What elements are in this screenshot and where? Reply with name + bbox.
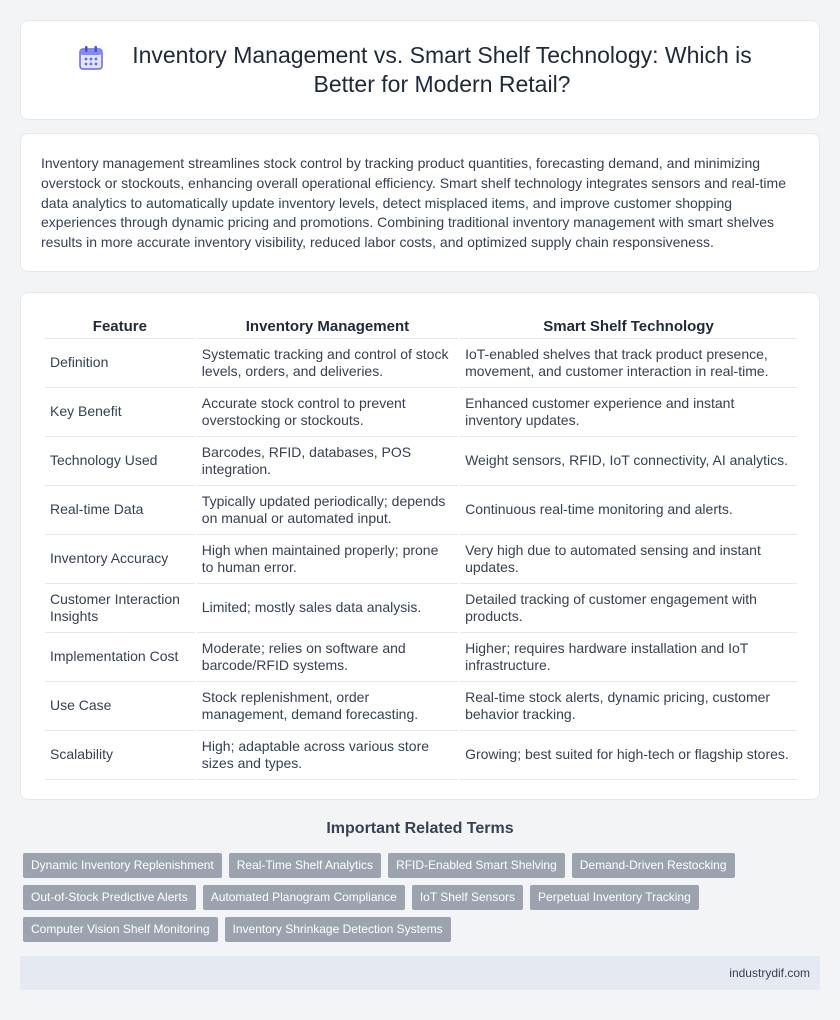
related-term-tag[interactable]: Perpetual Inventory Tracking (530, 885, 699, 910)
feature-cell: Use Case (45, 682, 195, 731)
feature-cell: Real-time Data (45, 486, 195, 535)
header-inventory-management: Inventory Management (197, 315, 458, 339)
table-row (45, 731, 797, 780)
related-term-tag[interactable]: Dynamic Inventory Replenishment (23, 853, 222, 878)
smart-shelf-cell: Continuous real-time monitoring and alerts. (460, 486, 797, 535)
table-row (45, 682, 797, 731)
intro-paragraph: Inventory management streamlines stock control by tracking product quantities, forecasting demand, and minimizing overstock or stockouts, enhancing overall operational efficiency. Smart shelf technology integrates sensors and real-time data analytics to automatically update inventory levels, detect misplaced items, and improve customer shopping experiences through dynamic pricing and promotions. Combining traditional inventory management with smart shelves results in more accurate inventory visibility, reduced labor costs, and optimized supply chain responsiveness. (41, 155, 786, 251)
smart-shelf-cell: Growing; best suited for high-tech or flagship stores. (460, 731, 797, 780)
calendar-icon (78, 45, 104, 71)
smart-shelf-cell: Higher; requires hardware installation and IoT infrastructure. (460, 633, 797, 682)
table-row (45, 339, 797, 388)
inventory-cell: Stock replenishment, order management, demand forecasting. (197, 682, 458, 731)
feature-cell: Definition (45, 339, 195, 388)
inventory-cell: High; adaptable across various store sizes and types. (197, 731, 458, 780)
feature-cell: Customer Interaction Insights (45, 584, 195, 633)
inventory-cell: High when maintained properly; prone to human error. (197, 535, 458, 584)
table-row (45, 437, 797, 486)
smart-shelf-cell: Real-time stock alerts, dynamic pricing, customer behavior tracking. (460, 682, 797, 731)
related-term-tag[interactable]: Computer Vision Shelf Monitoring (23, 917, 218, 942)
intro-card (20, 133, 820, 272)
header-feature: Feature (45, 315, 195, 339)
page-title: Inventory Management vs. Smart Shelf Technology: Which is Better for Modern Retail? (132, 42, 752, 97)
table-header-row (45, 315, 797, 339)
smart-shelf-cell: Detailed tracking of customer engagement with products. (460, 584, 797, 633)
inventory-cell: Barcodes, RFID, databases, POS integration. (197, 437, 458, 486)
inventory-cell: Accurate stock control to prevent overstocking or stockouts. (197, 388, 458, 437)
related-term-tag[interactable]: Automated Planogram Compliance (203, 885, 405, 910)
feature-cell: Technology Used (45, 437, 195, 486)
smart-shelf-cell: Enhanced customer experience and instant inventory updates. (460, 388, 797, 437)
table-row (45, 486, 797, 535)
related-terms-list (23, 853, 823, 942)
smart-shelf-cell: IoT-enabled shelves that track product presence, movement, and customer interaction in real-time. (460, 339, 797, 388)
feature-cell: Scalability (45, 731, 195, 780)
related-term-tag[interactable]: Real-Time Shelf Analytics (229, 853, 381, 878)
related-term-tag[interactable]: Out-of-Stock Predictive Alerts (23, 885, 196, 910)
inventory-cell: Typically updated periodically; depends on manual or automated input. (197, 486, 458, 535)
related-term-tag[interactable]: Inventory Shrinkage Detection Systems (225, 917, 451, 942)
footer (20, 956, 820, 990)
smart-shelf-cell: Very high due to automated sensing and instant updates. (460, 535, 797, 584)
comparison-table-card (20, 292, 820, 800)
inventory-cell: Limited; mostly sales data analysis. (197, 584, 458, 633)
title-card (20, 20, 820, 120)
related-term-tag[interactable]: IoT Shelf Sensors (412, 885, 523, 910)
inventory-cell: Systematic tracking and control of stock levels, orders, and deliveries. (197, 339, 458, 388)
footer-site-link[interactable]: industrydif.com (729, 966, 810, 980)
table-row (45, 584, 797, 633)
related-term-tag[interactable]: Demand-Driven Restocking (572, 853, 735, 878)
inventory-cell: Moderate; relies on software and barcode/RFID systems. (197, 633, 458, 682)
related-terms-title: Important Related Terms (326, 820, 514, 837)
table-row (45, 535, 797, 584)
header-smart-shelf-technology: Smart Shelf Technology (460, 315, 797, 339)
smart-shelf-cell: Weight sensors, RFID, IoT connectivity, AI analytics. (460, 437, 797, 486)
related-term-tag[interactable]: RFID-Enabled Smart Shelving (388, 853, 565, 878)
title-wrap (21, 21, 819, 119)
feature-cell: Implementation Cost (45, 633, 195, 682)
feature-cell: Inventory Accuracy (45, 535, 195, 584)
comparison-table (43, 315, 799, 780)
feature-cell: Key Benefit (45, 388, 195, 437)
table-row (45, 388, 797, 437)
table-row (45, 633, 797, 682)
